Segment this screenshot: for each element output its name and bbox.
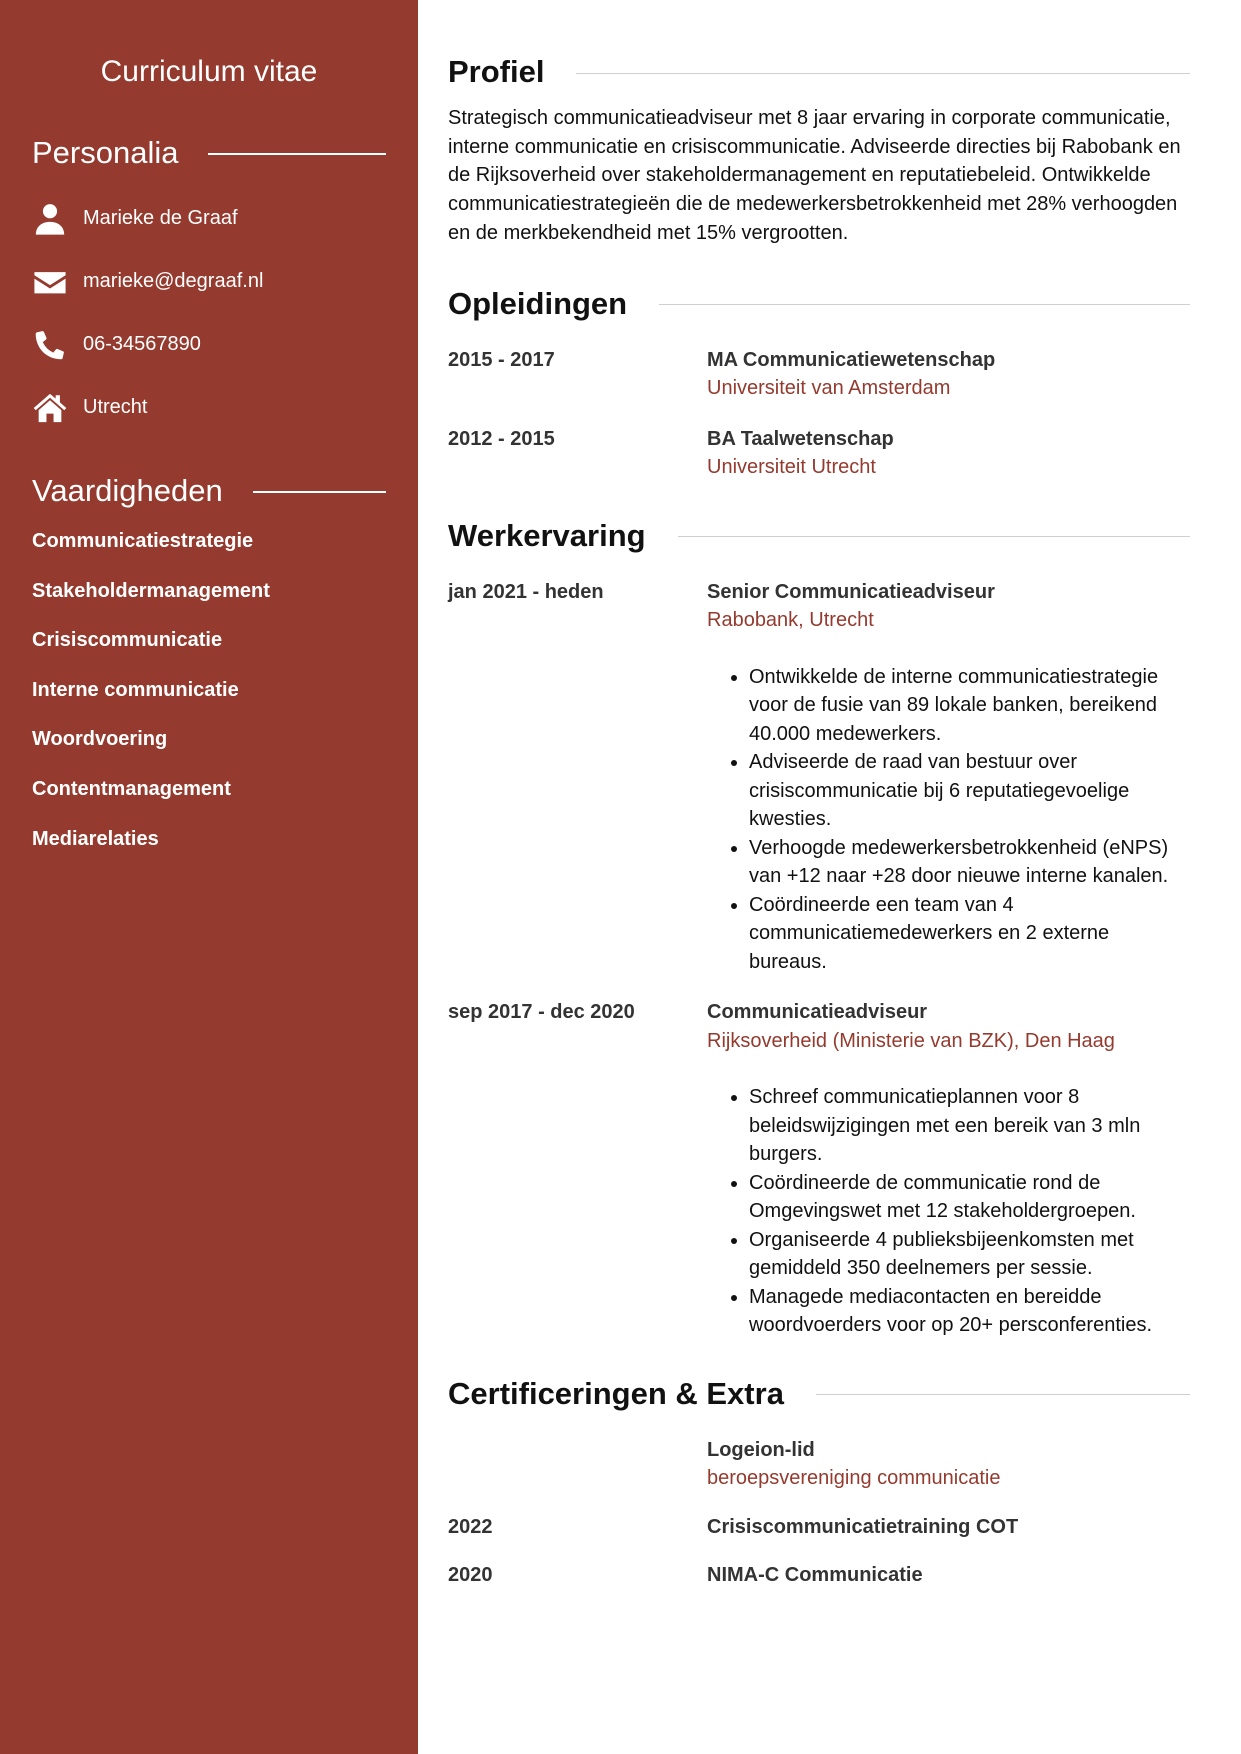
entry-bullet: • Ontwikkelde de interne communicatiestrategie voor de fusie van 89 lokale banken, bereikend 40.000 medewerkers. [749, 663, 1190, 749]
skill-item: Interne communicatie [32, 678, 239, 701]
skill-item: Communicatiestrategie [32, 530, 254, 552]
entry-body [707, 346, 1190, 403]
main-content [448, 0, 1190, 1590]
entry-body [707, 1436, 1190, 1493]
entry-date: 2020 [448, 1564, 493, 1587]
entry-title: MA Communicatiewetenschap [707, 348, 996, 371]
entry-bullet-list [707, 663, 1190, 977]
education-entry [448, 425, 1190, 482]
education-section [448, 284, 1190, 482]
certification-entry [448, 1561, 1190, 1590]
entry-title: Crisiscommunicatietraining COT [707, 1515, 1019, 1538]
skills-heading [32, 473, 386, 509]
profile-section [448, 52, 1190, 248]
education-entry [448, 346, 1190, 403]
entry-date: sep 2017 - dec 2020 [448, 1001, 635, 1024]
personalia-location-text: Utrecht [83, 396, 148, 418]
experience-heading-divider [678, 536, 1190, 537]
user-icon [32, 202, 67, 236]
profile-heading [448, 52, 1190, 92]
experience-heading-text: Werkervaring [448, 517, 646, 553]
personalia-heading-divider [208, 153, 386, 155]
personalia-heading [32, 135, 386, 171]
experience-entry [448, 578, 1190, 977]
skill-item: Crisiscommunicatie [32, 629, 223, 652]
certifications-heading [448, 1374, 1190, 1414]
entry-date [448, 1436, 707, 1493]
certifications-heading-divider [816, 1394, 1190, 1395]
experience-entry [448, 998, 1190, 1340]
certification-entry [448, 1436, 1190, 1493]
personalia-phone-text[interactable]: 06-34567890 [83, 333, 201, 355]
skill-item: Stakeholdermanagement [32, 579, 270, 602]
personalia-email-text[interactable]: marieke@degraaf.nl [83, 270, 264, 292]
entry-organization: Universiteit Utrecht [707, 456, 876, 479]
entry-title: BA Taalwetenschap [707, 427, 894, 450]
personalia-location [32, 376, 386, 439]
profile-heading-divider [576, 73, 1190, 74]
profile-text: Strategisch communicatieadviseur met 8 jaar ervaring in corporate communicatie, interne communicatie en crisiscommunicatie. Adviseerde directies bij Rabobank en de Rijksoverheid over stakeholdermanagement en reputatiebeleid. Ontwikkelde communicatiestrategieën die de medewerkersbetrokkenheid met 28% verhoogden en de merkbekendheid met 15% vergrootten. [448, 107, 1181, 244]
personalia-heading-text: Personalia [32, 135, 179, 170]
home-icon [32, 391, 67, 425]
experience-section [448, 516, 1190, 1340]
entry-date: 2012 - 2015 [448, 427, 555, 450]
entry-title: Communicatieadviseur [707, 1001, 928, 1024]
entry-date: jan 2021 - heden [448, 580, 604, 603]
profile-heading-text: Profiel [448, 54, 545, 89]
phone-icon [32, 328, 67, 362]
education-heading-text: Opleidingen [448, 285, 628, 321]
entry-bullet-list [707, 1083, 1190, 1340]
entry-body [707, 998, 1190, 1340]
entry-organization: Universiteit van Amsterdam [707, 377, 951, 400]
entry-date: 2022 [448, 1515, 493, 1538]
skills-heading-divider [253, 491, 386, 493]
certification-entry [448, 1513, 1190, 1542]
skills-list [32, 529, 386, 876]
personalia-list [32, 187, 386, 439]
entry-body [707, 1513, 1190, 1542]
skill-item: Mediarelaties [32, 827, 159, 850]
skills-heading-text: Vaardigheden [32, 473, 223, 508]
entry-date: 2015 - 2017 [448, 348, 555, 371]
certifications-heading-text: Certificeringen & Extra [448, 1375, 784, 1411]
personalia-phone [32, 313, 386, 376]
education-heading-divider [659, 304, 1190, 305]
entry-body [707, 1561, 1190, 1590]
envelope-icon [32, 265, 67, 299]
entry-bullet: • Schreef communicatieplannen voor 8 beleidswijzigingen met een bereik van 3 mln burgers. [749, 1083, 1190, 1169]
cv-title: Curriculum vitae [100, 55, 318, 88]
entry-body [707, 425, 1190, 482]
entry-bullet: • Coördineerde de communicatie rond de Omgevingswet met 12 stakeholdergroepen. [749, 1169, 1190, 1226]
entry-bullet: • Organiseerde 4 publieksbijeenkomsten met gemiddeld 350 deelnemers per sessie. [749, 1226, 1190, 1283]
entry-bullet: • Managede mediacontacten en bereidde woordvoerders voor op 20+ persconferenties. [749, 1283, 1190, 1340]
sidebar [0, 0, 418, 1754]
entry-body [707, 578, 1190, 977]
entry-organization: beroepsvereniging communicatie [707, 1467, 1001, 1490]
skill-item: Woordvoering [32, 728, 168, 751]
personalia-name [32, 187, 386, 250]
skill-item: Contentmanagement [32, 777, 231, 800]
personalia-email [32, 250, 386, 313]
entry-title: NIMA-C Communicatie [707, 1564, 923, 1587]
education-heading [448, 284, 1190, 324]
entry-organization: Rijksoverheid (Ministerie van BZK), Den Haag [707, 1029, 1115, 1052]
certifications-section [448, 1374, 1190, 1590]
entry-organization: Rabobank, Utrecht [707, 609, 874, 632]
personalia-name-text: Marieke de Graaf [83, 207, 238, 229]
entry-bullet: • Coördineerde een team van 4 communicatiemedewerkers en 2 externe bureaus. [749, 891, 1190, 977]
entry-title: Logeion-lid [707, 1438, 815, 1461]
entry-bullet: • Adviseerde de raad van bestuur over crisiscommunicatie bij 6 reputatiegevoelige kwesties. [749, 748, 1190, 834]
experience-heading [448, 516, 1190, 556]
entry-bullet: • Verhoogde medewerkersbetrokkenheid (eNPS) van +12 naar +28 door nieuwe interne kanalen. [749, 834, 1190, 891]
entry-title: Senior Communicatieadviseur [707, 580, 995, 603]
